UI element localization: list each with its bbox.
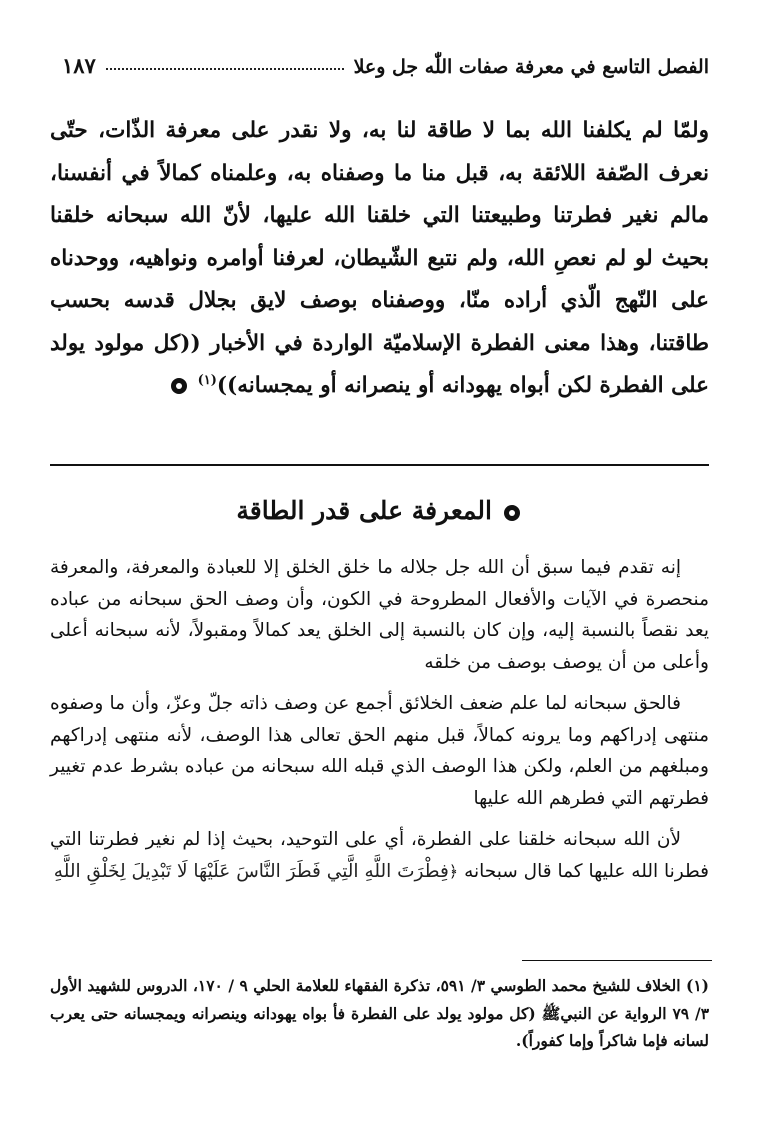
paragraph-end-ornament-icon: [171, 378, 187, 394]
body-paragraph: فالحق سبحانه لما علم ضعف الخلائق أجمع عن وصف ذاته جلّ وعزّ، وأن ما وصفوه منتهى إدراكهم وما يرونه كمالاً، قبل منهم الحق تعالى هذا الوصف، لأنه منتهى إدراكهم ومبلغهم من العلم، ولكن هذا الوصف الذي قبله الله سبحانه من عباده بشرط عدم تغيير فطرتهم التي فطرهم الله عليها: [50, 693, 709, 809]
section-heading: [50, 496, 709, 525]
footnote-separator: [522, 960, 712, 961]
top-paragraph: [50, 110, 709, 408]
body-paragraph-text: لأن الله سبحانه خلقنا على الفطرة، أي على التوحيد، بحيث إذا لم نغير فطرتنا التي فطرنا الله عليها كما قال سبحانه: [50, 829, 709, 882]
footnote: (١) الخلاف للشيخ محمد الطوسي ٣/ ٥٩١، تذكرة الفقهاء للعلامة الحلي ٩ / ١٧٠، الدروس للشهيد الأول ٣/ ٧٩ الرواية عن النبيﷺ (كل مولود يولد على الفطرة فأ بواه يهودانه وينصرانه ويمجسانه حتى يعرب لسانه فإما شاكراً وإما كفوراً).: [50, 976, 710, 1050]
page-number: ١٨٧: [62, 53, 96, 78]
section-heading-text: المعرفة على قدر الطاقة: [236, 496, 492, 525]
top-paragraph-text: ولمّا لم يكلفنا الله بما لا طاقة لنا به، ولا نقدر على معرفة الذّات، حتّى نعرف الصّفة اللائقة به، قبل منا ما وصفناه به، وعلمناه كمالاً في أنفسنا، مالم نغير فطرتنا وطبيعتنا التي خلقنا الله عليها، لأنّ الله سبحانه خلقنا بحيث لو لم نعصِ الله، ولم نتبع الشّيطان، لعرفنا أوامره ونواهيه، ووحدناه على النّهج الّذي أراده منّا، ووصفناه بوصف لايق بجلال قدسه بحسب طاقتنا، وهذا معنى الفطرة الإسلاميّة الواردة في الأخبار ((كل مولود يولد على الفطرة لكن أبواه يهودانه أو ينصرانه أو يمجسانه)): [50, 118, 709, 398]
footnote-reference[interactable]: (١): [197, 372, 217, 388]
header-dot-leader: [106, 68, 344, 70]
section-body: [50, 552, 709, 897]
section-divider: [50, 464, 709, 466]
quran-open-bracket: ﴿: [448, 861, 459, 881]
page-header: [62, 38, 709, 78]
heading-ornament-icon: [504, 505, 520, 521]
quran-verse: فِطْرَتَ اللَّهِ الَّتِي فَطَرَ النَّاسَ عَلَيْهَا لَا تَبْدِيلَ لِخَلْقِ اللَّهِ: [53, 860, 449, 882]
body-paragraph-with-verse: [50, 824, 709, 887]
running-title: الفصل التاسع في معرفة صفات اللّٰه جل وعلا: [353, 56, 709, 78]
body-paragraph: إنه تقدم فيما سبق أن الله جل جلاله ما خلق الخلق إلا للعبادة والمعرفة، والمعرفة منحصرة في الآيات والأفعال المطروحة في الكون، وأن وصف الحق سبحانه من عباده يعد نقصاً بالنسبة إليه، وإن كان بالنسبة إلى الخلق يعد كمالاً ومقبولاً، لأنه سبحانه أعلى وأعلى من أن يوصف بوصف من خلقه: [50, 557, 709, 673]
